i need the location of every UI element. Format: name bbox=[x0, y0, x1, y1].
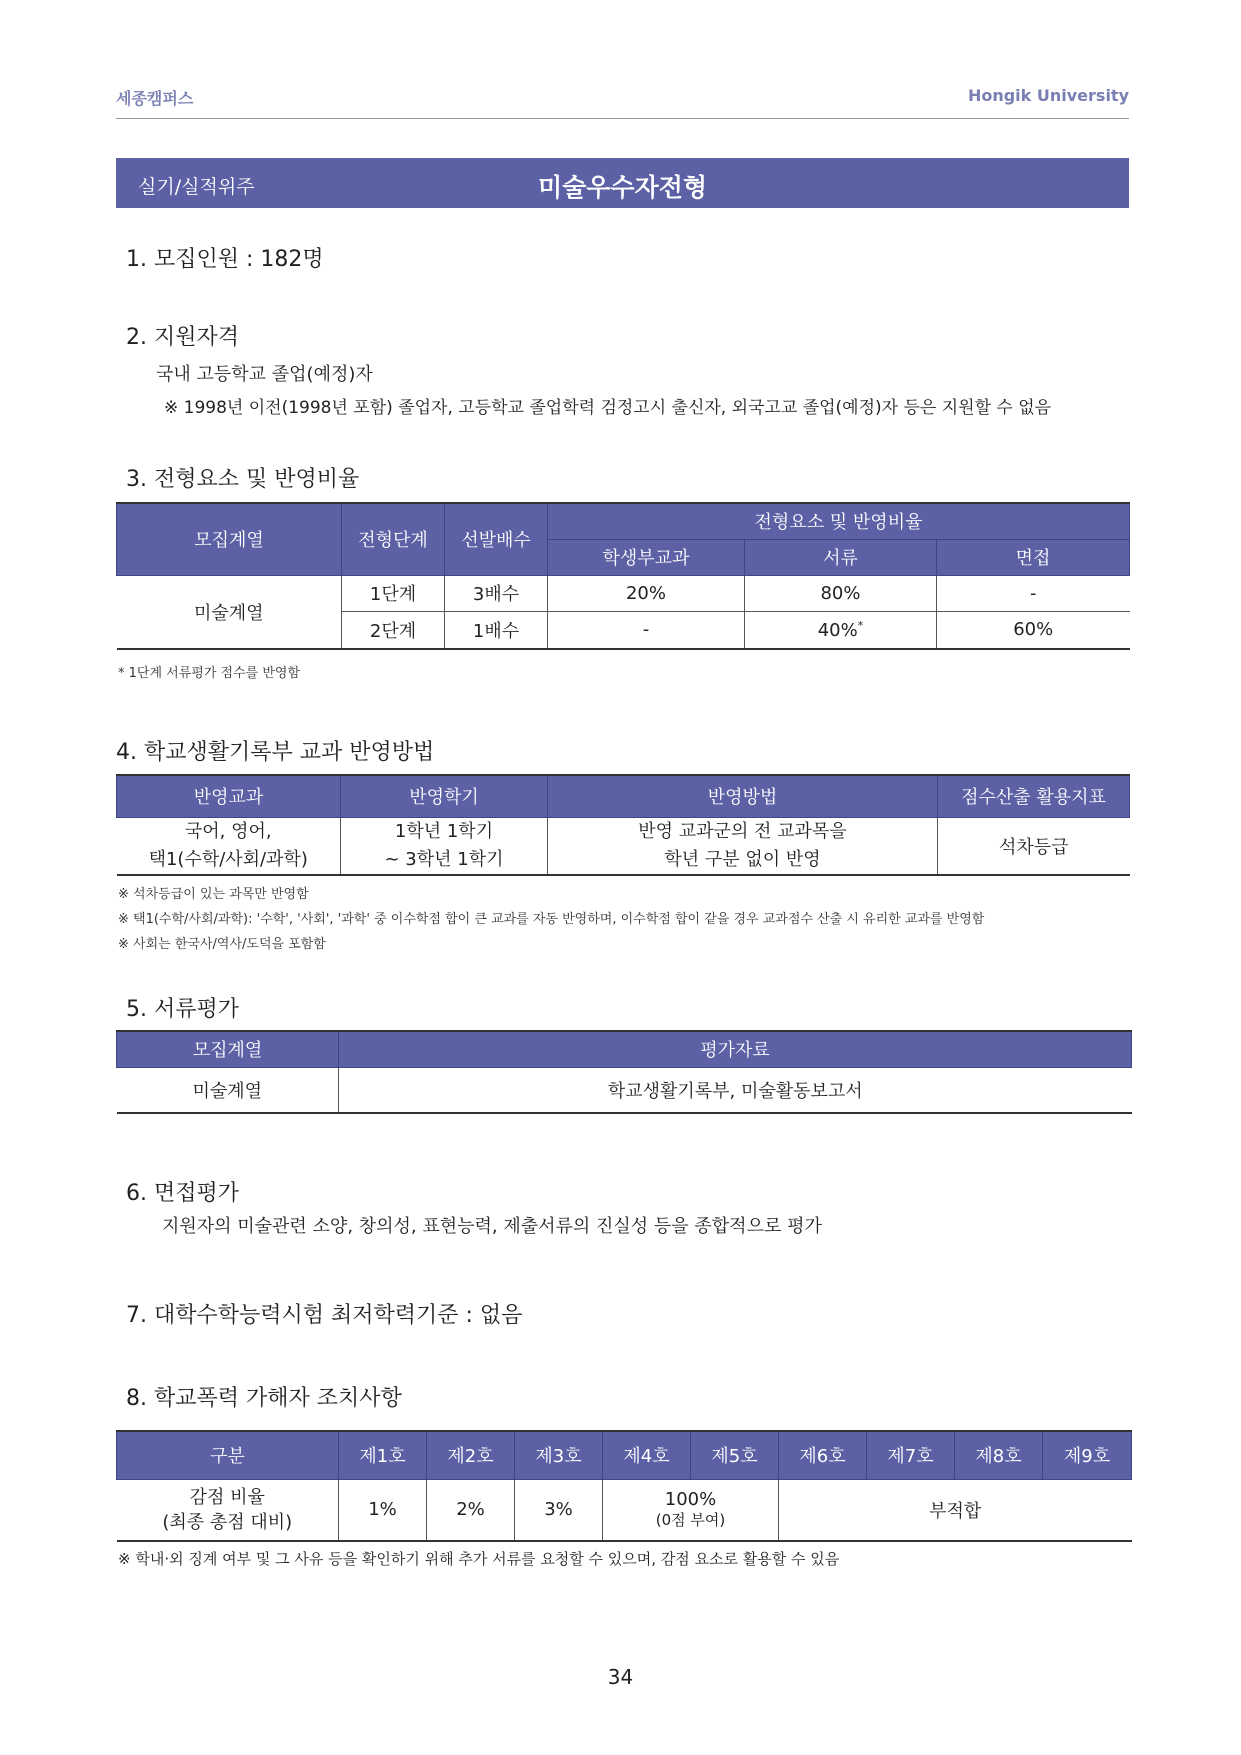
no4-5-value: 100% bbox=[664, 1488, 717, 1510]
materials-cell: 학교생활기록부, 미술활동보고서 bbox=[339, 1067, 1132, 1113]
header-multiple: 선발배수 bbox=[445, 503, 548, 575]
method-line-2: 학년 구분 없이 반영 bbox=[664, 848, 821, 870]
section-1-title: 1. 모집인원 : 182명 bbox=[126, 247, 324, 272]
field-cell: 미술계열 bbox=[117, 1067, 339, 1113]
no1-cell: 1% bbox=[339, 1479, 427, 1541]
selection-ratio-table bbox=[116, 502, 1130, 650]
table-row bbox=[117, 1479, 1132, 1541]
docs-value: 80% bbox=[820, 583, 861, 604]
docs-cell bbox=[745, 611, 937, 649]
no3-cell: 3% bbox=[515, 1479, 603, 1541]
header-no4: 제4호 bbox=[603, 1431, 691, 1479]
docs-mark: * bbox=[857, 618, 864, 632]
multiple-cell: 1배수 bbox=[445, 611, 548, 649]
header-no5: 제5호 bbox=[691, 1431, 779, 1479]
field-cell: 미술계열 bbox=[117, 575, 342, 649]
section-8-title: 8. 학교폭력 가해자 조치사항 bbox=[126, 1386, 402, 1411]
header-field: 모집계열 bbox=[117, 503, 342, 575]
document-eval-table bbox=[116, 1030, 1132, 1114]
school-violence-table bbox=[116, 1430, 1132, 1542]
subject-cell bbox=[117, 817, 341, 875]
header-materials: 평가자료 bbox=[339, 1031, 1132, 1067]
index-cell: 석차등급 bbox=[938, 817, 1130, 875]
header-interview: 면접 bbox=[937, 539, 1130, 575]
section-2-note: ※ 1998년 이전(1998년 포함) 졸업자, 고등학교 졸업학력 검정고시 출신자, 외국고교 졸업(예정)자 등은 지원할 수 없음 bbox=[164, 398, 1052, 418]
record-method-table bbox=[116, 774, 1130, 876]
header-record: 학생부교과 bbox=[548, 539, 745, 575]
section-5-title: 5. 서류평가 bbox=[126, 997, 239, 1022]
section-6-line: 지원자의 미술관련 소양, 창의성, 표현능력, 제출서류의 진실성 등을 종합적으로 평가 bbox=[162, 1216, 822, 1237]
section-4-title: 4. 학교생활기록부 교과 반영방법 bbox=[116, 740, 435, 765]
subject-line-2: 택1(수학/사회/과학) bbox=[148, 848, 308, 870]
section-3-title: 3. 전형요소 및 반영비율 bbox=[126, 467, 360, 492]
no4-5-cell bbox=[603, 1479, 779, 1541]
header-no2: 제2호 bbox=[427, 1431, 515, 1479]
header-method: 반영방법 bbox=[548, 775, 938, 817]
campus-label: 세종캠퍼스 bbox=[116, 89, 194, 108]
header-no7: 제7호 bbox=[867, 1431, 955, 1479]
semester-line-1: 1학년 1학기 bbox=[394, 820, 494, 842]
banner-category: 실기/실적위주 bbox=[138, 176, 255, 198]
semester-line-2: ~ 3학년 1학기 bbox=[384, 848, 504, 870]
table-row bbox=[117, 1067, 1132, 1113]
method-cell bbox=[548, 817, 938, 875]
header-stage: 전형단계 bbox=[342, 503, 445, 575]
stage-cell: 2단계 bbox=[342, 611, 445, 649]
no2-cell: 2% bbox=[427, 1479, 515, 1541]
header-field: 모집계열 bbox=[117, 1031, 339, 1067]
no4-5-sub: (0점 부여) bbox=[655, 1510, 726, 1529]
section-2-line: 국내 고등학교 졸업(예정)자 bbox=[156, 364, 373, 385]
record-cell: - bbox=[548, 611, 745, 649]
header-no6: 제6호 bbox=[779, 1431, 867, 1479]
header-no9: 제9호 bbox=[1043, 1431, 1132, 1479]
section-3-footnote: * 1단계 서류평가 점수를 반영함 bbox=[118, 666, 300, 681]
section-8-note: ※ 학내·외 징계 여부 및 그 사유 등을 확인하기 위해 추가 서류를 요청할 수 있으며, 감점 요소로 활용할 수 있음 bbox=[118, 1550, 840, 1568]
record-cell: 20% bbox=[548, 575, 745, 611]
section-6-title: 6. 면접평가 bbox=[126, 1181, 239, 1206]
docs-cell bbox=[745, 575, 937, 611]
header-no8: 제8호 bbox=[955, 1431, 1043, 1479]
header-divider bbox=[116, 118, 1129, 119]
table-row bbox=[117, 817, 1130, 875]
university-label: Hongik University bbox=[967, 86, 1129, 105]
header-docs: 서류 bbox=[745, 539, 937, 575]
interview-cell: - bbox=[937, 575, 1130, 611]
row-label-line-1: 감점 비율 bbox=[189, 1486, 265, 1508]
docs-value: 40% bbox=[817, 619, 858, 641]
header-ratio-group: 전형요소 및 반영비율 bbox=[548, 503, 1130, 539]
row-label-cell bbox=[117, 1479, 339, 1541]
header-no1: 제1호 bbox=[339, 1431, 427, 1479]
page-number: 34 bbox=[607, 1665, 634, 1689]
banner-title: 미술우수자전형 bbox=[537, 173, 708, 202]
section-4-note-2: ※ 택1(수학/사회/과학): '수학', '사회', '과학' 중 이수학점 합이 큰 교과를 자동 반영하며, 이수학점 합이 같을 경우 교과점수 산출 시 유리한 교과를 반영함 bbox=[118, 912, 985, 927]
header-semester: 반영학기 bbox=[341, 775, 548, 817]
header-index: 점수산출 활용지표 bbox=[938, 775, 1130, 817]
no6-9-cell: 부적합 bbox=[779, 1479, 1132, 1541]
section-4-note-3: ※ 사회는 한국사/역사/도덕을 포함함 bbox=[118, 937, 326, 952]
semester-cell bbox=[341, 817, 548, 875]
section-7-title: 7. 대학수학능력시험 최저학력기준 : 없음 bbox=[126, 1303, 523, 1328]
header-subject: 반영교과 bbox=[117, 775, 341, 817]
section-2-title: 2. 지원자격 bbox=[126, 325, 239, 350]
interview-cell: 60% bbox=[937, 611, 1130, 649]
stage-cell: 1단계 bbox=[342, 575, 445, 611]
table-row bbox=[117, 575, 1130, 611]
title-banner bbox=[116, 158, 1129, 208]
section-4-note-1: ※ 석차등급이 있는 과목만 반영함 bbox=[118, 887, 309, 902]
header-category: 구분 bbox=[117, 1431, 339, 1479]
method-line-1: 반영 교과군의 전 교과목을 bbox=[638, 820, 847, 842]
subject-line-1: 국어, 영어, bbox=[184, 820, 272, 842]
row-label-line-2: (최종 총점 대비) bbox=[162, 1511, 293, 1533]
header-no3: 제3호 bbox=[515, 1431, 603, 1479]
multiple-cell: 3배수 bbox=[445, 575, 548, 611]
